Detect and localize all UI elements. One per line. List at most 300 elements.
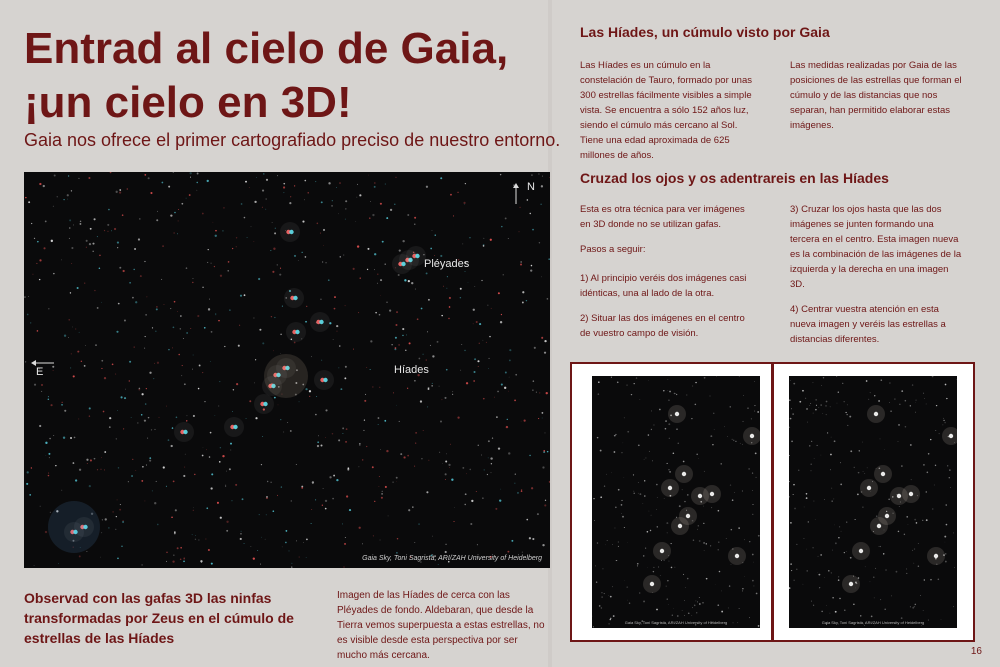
star: [639, 399, 640, 400]
star: [838, 391, 839, 392]
star: [380, 540, 381, 541]
star: [790, 418, 792, 420]
star: [61, 490, 62, 491]
star: [926, 519, 928, 521]
star: [148, 417, 150, 419]
star: [258, 278, 260, 280]
star: [61, 259, 62, 260]
star: [597, 437, 599, 439]
star: [835, 611, 837, 613]
star: [208, 549, 210, 551]
star: [544, 504, 546, 506]
star: [538, 418, 539, 419]
star: [311, 523, 312, 524]
star: [397, 538, 398, 539]
star: [213, 222, 214, 223]
star: [953, 532, 954, 533]
star: [26, 483, 28, 485]
star: [638, 493, 639, 494]
star: [461, 344, 462, 345]
star: [898, 531, 900, 533]
star: [153, 378, 154, 379]
star: [898, 424, 900, 426]
star: [374, 253, 376, 255]
star: [133, 346, 134, 347]
star: [154, 502, 156, 504]
star: [289, 550, 290, 551]
star: [311, 356, 312, 357]
star: [214, 266, 215, 267]
star: [166, 406, 167, 407]
star: [923, 393, 924, 394]
star: [435, 235, 436, 236]
star: [916, 402, 917, 403]
star: [116, 438, 117, 439]
star: [934, 554, 938, 558]
star: [442, 399, 443, 400]
star: [830, 454, 832, 456]
star: [206, 539, 207, 540]
star: [215, 313, 216, 314]
star: [105, 518, 107, 520]
star: [673, 608, 674, 609]
star: [452, 391, 453, 392]
star: [945, 384, 947, 386]
star: [202, 287, 203, 288]
star: [697, 454, 698, 455]
star: [846, 414, 847, 415]
star: [831, 437, 832, 438]
star: [889, 382, 890, 383]
star: [665, 420, 667, 422]
star: [880, 599, 881, 600]
star: [483, 398, 485, 400]
star: [487, 474, 488, 475]
star: [821, 404, 822, 405]
star: [232, 411, 233, 412]
star: [178, 209, 179, 210]
star: [123, 428, 124, 429]
star: [427, 407, 428, 408]
star: [846, 551, 847, 552]
star: [850, 450, 852, 452]
star: [935, 430, 936, 431]
star: [374, 269, 375, 270]
star: [616, 560, 617, 561]
star: [865, 566, 866, 567]
star: [754, 405, 755, 406]
star: [325, 262, 326, 263]
star: [877, 524, 881, 528]
star: [244, 294, 246, 296]
star: [270, 482, 271, 483]
star: [86, 240, 88, 242]
star: [420, 400, 422, 402]
star: [450, 444, 451, 445]
star: [449, 297, 451, 299]
star: [265, 539, 266, 540]
star: [653, 571, 654, 572]
star: [880, 439, 881, 440]
star: [220, 517, 222, 519]
star: [41, 391, 42, 392]
star: [40, 506, 41, 507]
star: [693, 539, 694, 540]
star: [824, 577, 825, 578]
star: [702, 602, 704, 604]
star: [255, 417, 257, 419]
star: [366, 367, 367, 368]
star: [401, 262, 405, 266]
star: [93, 251, 94, 252]
star: [380, 449, 381, 450]
star: [334, 296, 336, 298]
star: [688, 612, 690, 614]
star: [100, 557, 101, 558]
star: [610, 596, 612, 598]
star: [156, 481, 157, 482]
star: [304, 180, 306, 182]
star: [418, 523, 420, 525]
star: [437, 341, 439, 343]
star: [84, 365, 86, 367]
star: [323, 378, 327, 382]
star: [116, 516, 117, 517]
star: [799, 401, 801, 403]
star: [531, 174, 532, 175]
star: [685, 587, 686, 588]
star: [338, 213, 339, 214]
star: [50, 512, 51, 513]
star: [49, 457, 50, 458]
star: [408, 280, 410, 282]
star: [660, 575, 661, 576]
star: [280, 353, 281, 354]
star: [166, 486, 167, 487]
star: [51, 240, 53, 242]
star: [501, 314, 502, 315]
star: [116, 331, 118, 333]
star: [206, 507, 208, 509]
star: [923, 464, 924, 465]
starfield: [24, 172, 550, 568]
star: [949, 469, 950, 470]
star: [69, 238, 70, 239]
star: [637, 563, 639, 565]
star: [543, 450, 545, 452]
star: [451, 479, 453, 481]
star: [404, 279, 406, 281]
star: [53, 370, 54, 371]
star: [873, 577, 874, 578]
star: [718, 541, 719, 542]
star: [399, 344, 400, 345]
star: [345, 219, 346, 220]
star: [299, 557, 300, 558]
star: [230, 443, 232, 445]
star: [521, 421, 522, 422]
star: [353, 268, 355, 270]
star: [806, 570, 808, 572]
star: [752, 554, 754, 556]
star: [724, 426, 725, 427]
star: [344, 377, 346, 379]
star: [841, 531, 842, 532]
star: [668, 486, 672, 490]
star: [207, 180, 209, 182]
star: [253, 241, 254, 242]
star: [241, 531, 242, 532]
star: [362, 459, 364, 461]
stereo-credit-right: Gaia Sky, Toni Sagristà, ARI/ZAH University of Heidelberg: [821, 620, 925, 625]
star: [789, 481, 790, 482]
star: [211, 473, 213, 475]
star: [306, 557, 307, 558]
star: [236, 383, 238, 385]
star: [197, 173, 199, 175]
star: [218, 320, 220, 322]
star: [344, 543, 346, 545]
star: [847, 404, 848, 405]
star: [549, 481, 550, 483]
star: [879, 546, 880, 547]
star: [742, 490, 743, 491]
star: [803, 538, 804, 539]
star: [790, 522, 792, 524]
page-title: [24, 22, 508, 130]
star: [222, 455, 224, 457]
star: [218, 405, 219, 406]
star: [171, 516, 173, 518]
star: [235, 484, 237, 486]
star: [364, 430, 365, 431]
star: [473, 323, 474, 324]
star: [943, 420, 944, 421]
star: [504, 387, 506, 389]
star: [292, 563, 293, 564]
star: [378, 424, 379, 425]
star: [399, 421, 400, 422]
star: [541, 276, 542, 277]
star: [229, 468, 231, 470]
star: [161, 279, 162, 280]
star: [145, 403, 147, 405]
star: [137, 422, 138, 423]
star: [600, 496, 602, 498]
star: [946, 524, 948, 526]
star: [517, 492, 519, 494]
star: [838, 576, 839, 577]
star: [311, 509, 312, 510]
star: [389, 310, 391, 312]
star: [687, 494, 689, 496]
star: [164, 304, 165, 305]
star: [141, 480, 143, 482]
star: [667, 533, 668, 534]
star: [172, 347, 173, 348]
star: [821, 611, 823, 613]
star: [199, 365, 201, 367]
star: [183, 430, 187, 434]
star: [488, 305, 489, 306]
star: [111, 230, 112, 231]
star: [815, 409, 817, 411]
star: [621, 504, 623, 506]
stereo-divider: [771, 364, 774, 640]
star: [185, 454, 186, 455]
caption-title: Observad con las gafas 3D las ninfas transformadas por Zeus en el cúmulo de estrellas de las Híades: [24, 590, 294, 646]
star: [507, 551, 509, 553]
star: [256, 177, 257, 178]
star: [500, 321, 502, 323]
star: [499, 499, 501, 501]
star: [321, 201, 323, 203]
star: [183, 338, 184, 339]
star: [738, 527, 739, 528]
star: [79, 178, 80, 179]
star: [606, 474, 607, 475]
star: [432, 383, 433, 384]
star: [730, 406, 731, 407]
star: [477, 544, 478, 545]
label-hiades: Híades: [394, 364, 429, 376]
star: [832, 597, 833, 598]
star: [739, 376, 740, 377]
star: [415, 254, 419, 258]
star: [278, 404, 279, 405]
star: [223, 207, 225, 209]
star: [613, 615, 615, 617]
star: [28, 201, 30, 203]
star: [466, 473, 467, 474]
star: [236, 237, 237, 238]
star: [322, 505, 323, 506]
star: [125, 389, 126, 390]
star: [63, 199, 64, 200]
star: [791, 570, 792, 571]
star: [827, 432, 828, 433]
star: [254, 382, 255, 383]
section2-col1-intro: Esta es otra técnica para ver imágenes en 3D donde no se utilizan gafas.: [580, 204, 745, 230]
star: [285, 530, 287, 532]
star: [282, 546, 283, 547]
star: [797, 544, 798, 545]
star: [942, 424, 943, 425]
star: [921, 625, 922, 626]
star: [374, 182, 375, 183]
star: [698, 525, 699, 526]
star: [421, 308, 423, 310]
star: [514, 400, 516, 402]
star: [714, 429, 715, 430]
star: [315, 414, 317, 416]
star: [385, 184, 386, 185]
star: [414, 466, 415, 467]
star: [72, 327, 73, 328]
star: [48, 396, 49, 397]
star: [356, 197, 357, 198]
star: [791, 408, 792, 409]
star: [742, 444, 743, 445]
star: [178, 354, 180, 356]
star: [633, 493, 634, 494]
star: [141, 414, 143, 416]
star: [402, 335, 403, 336]
star: [260, 564, 261, 565]
star: [249, 400, 251, 402]
star: [614, 451, 616, 453]
star: [735, 441, 736, 442]
star: [364, 419, 365, 420]
star: [610, 618, 612, 620]
star: [479, 323, 481, 325]
section1-col1: Las Híades es un cúmulo en la constelación de Tauro, formado por unas 300 estrellas fácilmente visibles a simple vista. Se encuentra a sólo 152 años luz, siendo el cúmulo más cercano al Sol. Tiene una edad aproximada de 625 millones de años.: [580, 60, 752, 161]
star: [916, 400, 917, 401]
star: [657, 497, 658, 498]
stereo-pair-frame: [570, 362, 975, 642]
star: [233, 425, 237, 429]
star: [391, 344, 392, 345]
star: [403, 456, 405, 458]
star: [498, 447, 500, 449]
section2-col2: [790, 202, 970, 347]
star: [336, 479, 338, 481]
star: [539, 174, 540, 175]
star: [522, 302, 524, 304]
star: [281, 486, 282, 487]
star: [317, 445, 319, 447]
star: [803, 584, 804, 585]
star: [226, 521, 228, 523]
star: [659, 409, 661, 411]
star: [366, 446, 367, 447]
star: [901, 390, 903, 392]
star: [927, 472, 929, 474]
star: [486, 342, 487, 343]
star: [618, 546, 619, 547]
star: [299, 401, 300, 402]
star: [48, 475, 49, 476]
star: [842, 383, 843, 384]
star: [600, 450, 602, 452]
star: [522, 552, 523, 553]
star: [755, 452, 757, 454]
star: [147, 438, 148, 439]
star: [654, 567, 655, 568]
star: [669, 438, 670, 439]
star: [740, 443, 741, 444]
star: [678, 524, 682, 528]
star: [204, 327, 206, 329]
star: [251, 226, 252, 227]
star: [888, 498, 890, 500]
star: [476, 321, 478, 323]
star: [172, 560, 174, 562]
star: [822, 413, 823, 414]
star: [192, 369, 193, 370]
star: [207, 262, 208, 263]
star: [454, 521, 455, 522]
star: [838, 537, 839, 538]
star: [508, 452, 510, 454]
star: [229, 309, 230, 310]
star: [532, 538, 534, 540]
star: [945, 561, 947, 563]
star: [652, 461, 653, 462]
star: [692, 385, 693, 386]
star: [305, 388, 307, 390]
star: [953, 606, 954, 607]
